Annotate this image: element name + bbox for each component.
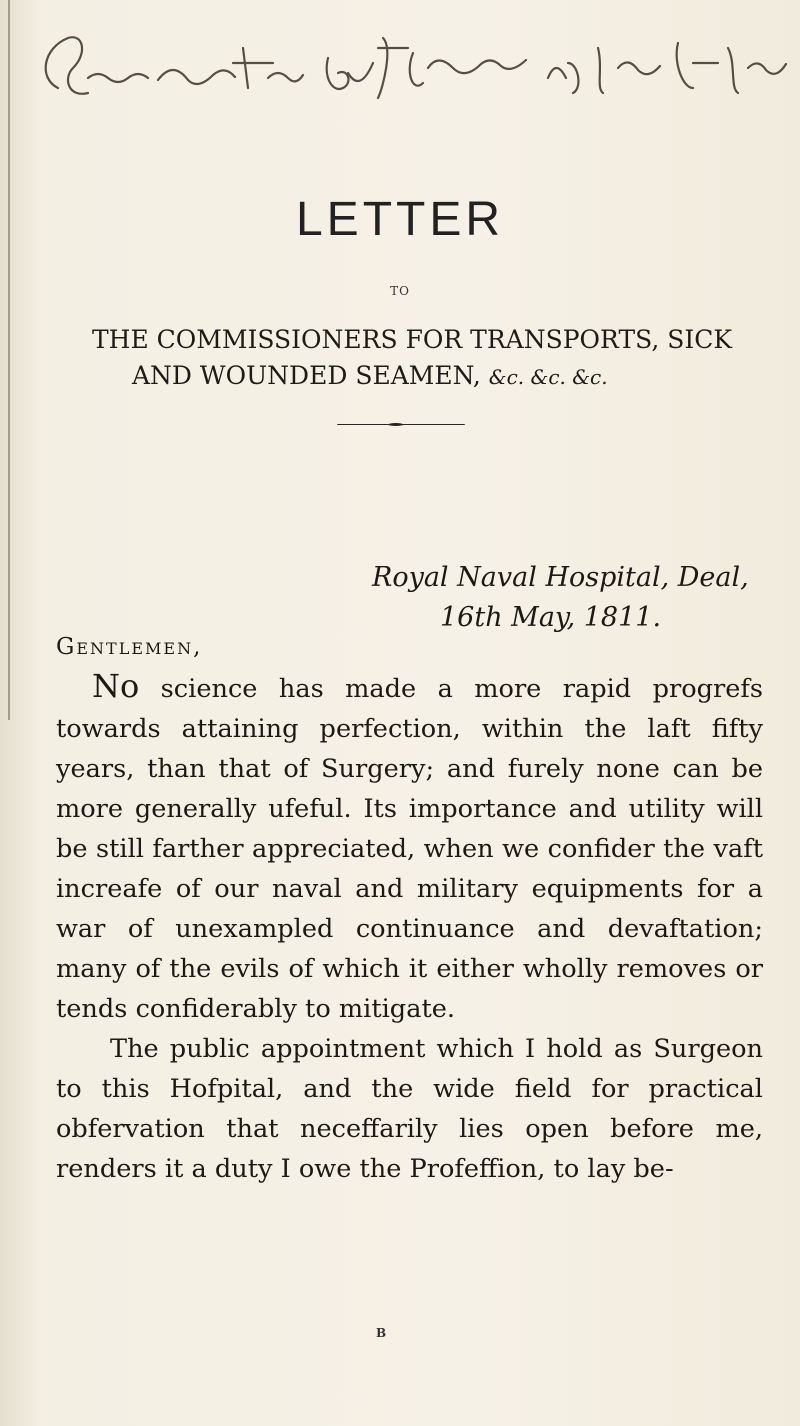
- binding-edge: [8, 0, 10, 720]
- addressee-etc: &c. &c. &c.: [488, 365, 608, 389]
- paragraph-1: [56, 666, 763, 1029]
- paragraph-1-opening: No: [92, 667, 140, 705]
- ornamental-rule: [316, 423, 486, 426]
- signature-mark: B: [376, 1326, 387, 1340]
- salutation: Gentlemen,: [56, 634, 203, 660]
- dateline: [372, 558, 749, 638]
- addressee: [92, 322, 792, 395]
- addressee-line-1: THE COMMISSIONERS FOR TRANSPORTS, SICK: [92, 325, 733, 354]
- dateline-date: 16th May, 1811.: [440, 602, 662, 633]
- paragraph-2: The public appointment which I hold as Surgeon to this Hofpital, and the wide field for practical obfervation that neceffarily lies open before me, renders it a duty I owe the Profeffion, to lay be-: [56, 1034, 763, 1184]
- document-title: LETTER: [295, 193, 505, 246]
- paragraph-1-text: science has made a more rapid progrefs towards attaining perfection, within the laft fifty years, than that of Surgery; and furely none can be more generally ufeful. Its importance and utility will be still farther appreciated, when we confider the vaft increafe of our naval and military equipments for a war of unexampled continuance and devaftation; many of the evils of which it either wholly removes or tends confiderably to mitigate.: [56, 674, 763, 1024]
- addressee-line-2-text: AND WOUNDED SEAMEN,: [132, 361, 481, 390]
- handwritten-inscription: [28, 8, 800, 118]
- addressee-line-2: [92, 358, 792, 395]
- dateline-place: Royal Naval Hospital, Deal,: [372, 562, 749, 593]
- letter-body: [56, 666, 763, 1189]
- title-connector: TO: [390, 284, 410, 298]
